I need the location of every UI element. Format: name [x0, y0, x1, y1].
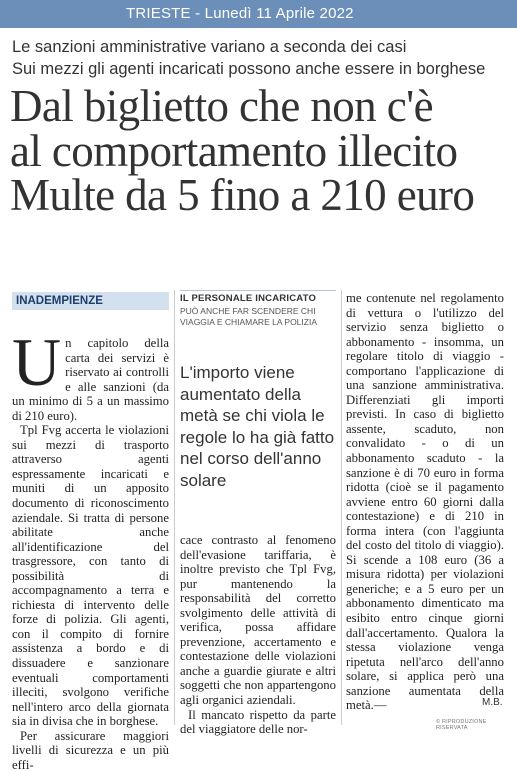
- article-column-1: [12, 324, 169, 772]
- author-signature: M.B.: [482, 697, 503, 708]
- pull-quote: L'importo viene aumentato della metà se chi viola le regole lo ha già fatto nel corso dell'anno solare: [180, 363, 335, 490]
- copyright-notice: © RIPRODUZIONE RISERVATA: [436, 719, 487, 731]
- date-line: TRIESTE - Lunedì 11 Aprile 2022: [126, 5, 354, 22]
- sidebar-rule: [180, 290, 336, 291]
- article-paragraph: n capitolo della carta dei servizi è riservato ai controlli e alle sanzioni (da un minimo di 5 a un massimo di 210 euro).: [12, 336, 169, 423]
- column-divider: [341, 290, 342, 725]
- sidebar-subtitle: PUÒ ANCHE FAR SCENDERE CHI VIAGGIA E CHIAMARE LA POLIZIA: [180, 306, 317, 327]
- article-paragraph: cace contrasto al fenomeno dell'evasione tariffaria, è inoltre previsto che Tpl Fvg, pur mantenendo la responsabilità del corretto svolgimento delle attività di verifica, possa affidare prevenzione, accertamento e contestazione delle violazioni anche a guardie giurate e altri soggetti che non appartengono agli organici aziendali.: [180, 533, 336, 708]
- column-divider: [174, 290, 175, 725]
- article-paragraph: Tpl Fvg accerta le violazioni sui mezzi di trasporto attraverso agenti espressamente incaricati e muniti di un apposito documento di riconoscimento aziendale. Si tratta di persone abilitate anche all'identificazione del trasgressore, con tanto di possibilità di accompagnamento a terra e richiesta di intervento delle forze di polizia. Gli agenti, con il compito di fornire assistenza a bordo e di dissuadere e sanzionare eventuali comportamenti illeciti, svolgono verifiche nell'intero arco della giornata sia in divisa che in borghese.: [12, 423, 169, 729]
- headline-line-3: Multe da 5 fino a 210 euro: [10, 170, 475, 220]
- sidebar-box: [180, 293, 336, 328]
- article-column-2: [180, 533, 336, 737]
- headline-line-2: al comportamento illecito: [10, 125, 458, 176]
- dropcap: U: [12, 324, 62, 400]
- headline: [10, 81, 515, 220]
- headline-line-1: Dal biglietto che non c'è: [10, 81, 433, 131]
- article-paragraph: me contenute nel regolamento di vettura o l'utilizzo del servizio senza biglietto o abbonamento - insomma, un regolare titolo di viaggio - comportano l'applicazione di una sanzione amministrativa. Differenziati gli importi previsti. In caso di biglietto assente, scaduto, non convalidato - o di un abbonamento scaduto - la sanzione è di 70 euro in forma ridotta (cioè se il pagamento avviene entro 60 giorni dalla contestazione) e di 210 in forma intera (con l'aggiunta del costo del titolo di viaggio). Si scende a 108 euro (36 a misura ridotta) per violazioni generiche; e a 5 euro per un abbonamento dimenticato ma esibito entro cinque giorni dall'accertamento. Qualora la stessa violazione venga ripetuta nell'arco dell'anno solare, si applica però una sanzione aumentata della metà.—: [346, 291, 504, 713]
- section-label: INADEMPIENZE: [12, 292, 169, 310]
- sidebar-title: IL PERSONALE INCARICATO: [180, 293, 317, 304]
- date-banner: [0, 0, 517, 28]
- kicker-line-1: Le sanzioni amministrative variano a seconda dei casi: [12, 38, 407, 56]
- article-paragraph: Il mancato rispetto da parte del viaggiatore delle nor-: [180, 707, 336, 737]
- kicker-line-2: Sui mezzi gli agenti incaricati possono anche essere in borghese: [12, 60, 486, 78]
- article-paragraph: Per assicurare maggiori livelli di sicurezza e un più effi-: [12, 728, 169, 772]
- article-column-3: [346, 291, 504, 713]
